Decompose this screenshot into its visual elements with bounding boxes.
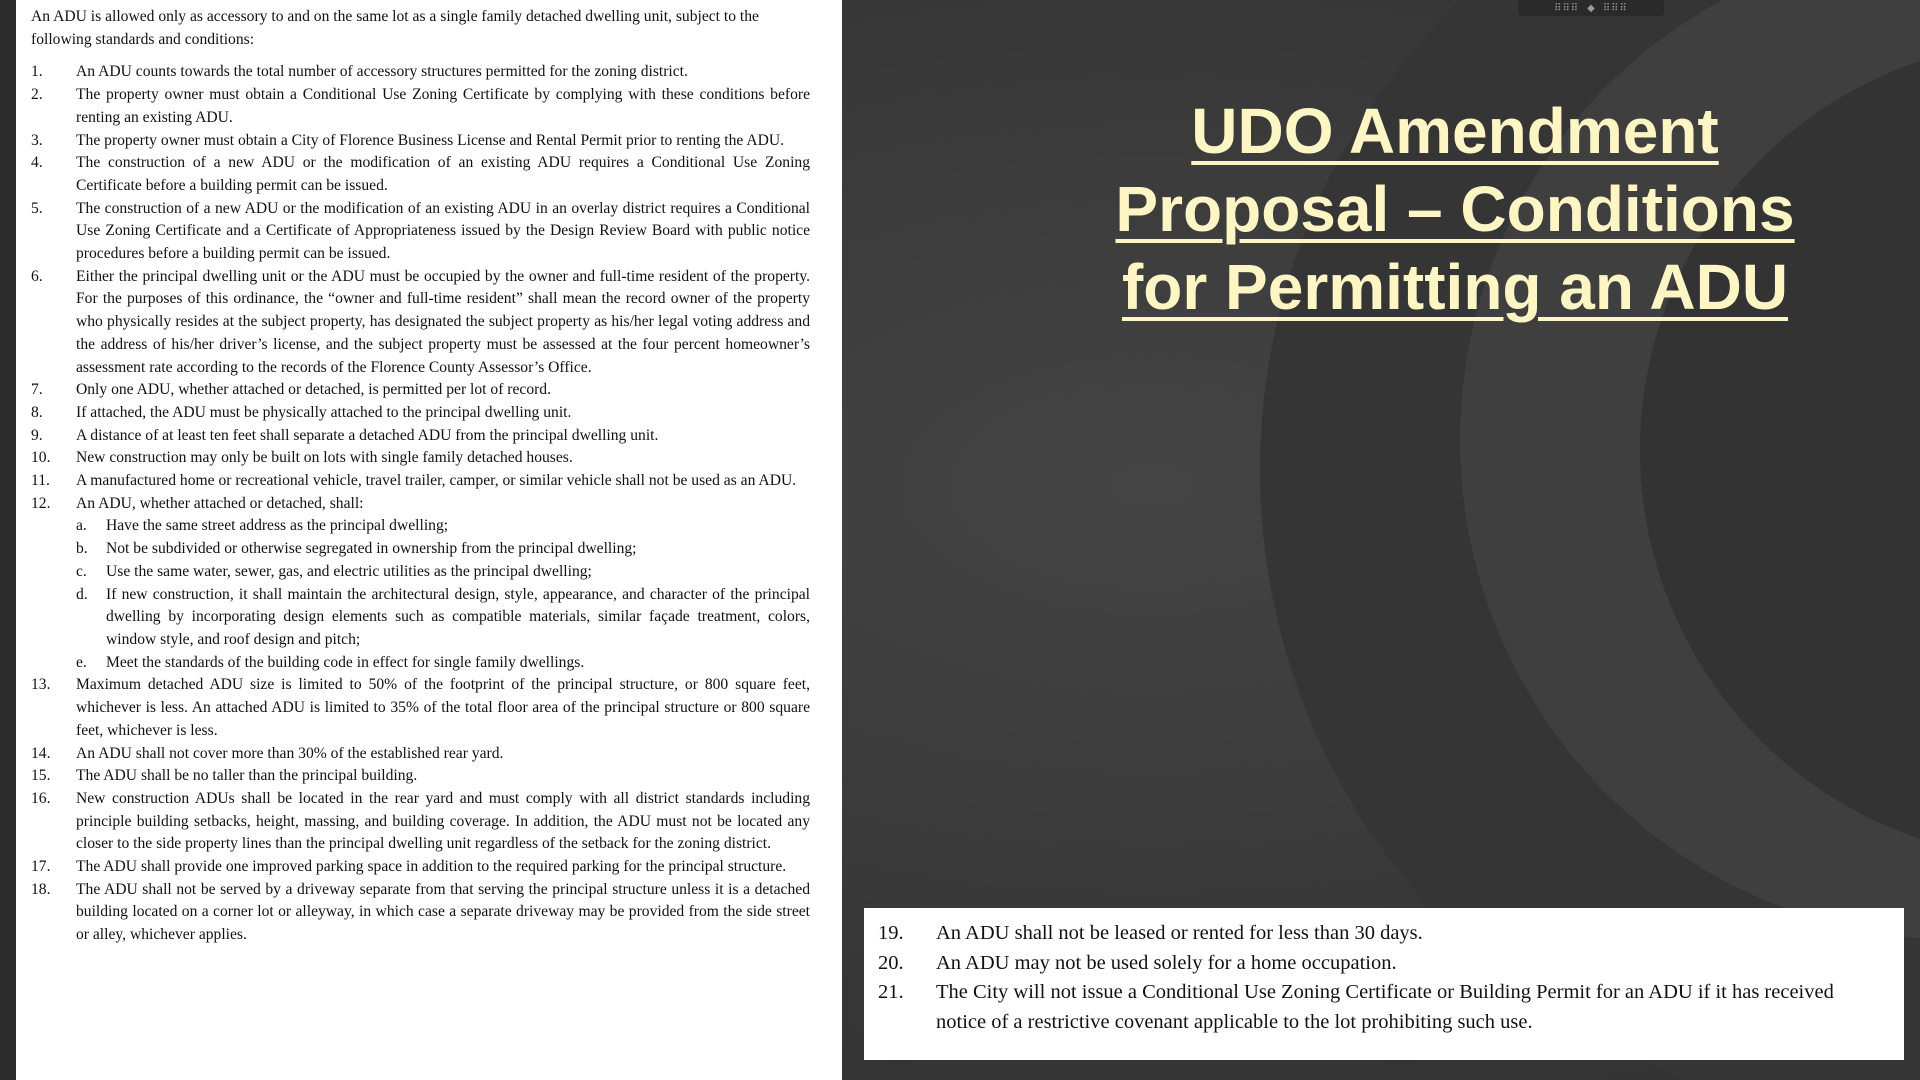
conditions-list bbox=[31, 61, 810, 946]
sub-conditions-list bbox=[76, 515, 810, 674]
list-item: 17. The ADU shall provide one improved parking space in addition to the required parking for the principal structure. bbox=[31, 858, 787, 876]
list-item: 3. The property owner must obtain a City of Florence Business License and Rental Permit prior to renting the ADU. bbox=[31, 131, 785, 149]
list-item: 7. Only one ADU, whether attached or detached, is permitted per lot of record. bbox=[31, 381, 552, 399]
conditions-document bbox=[16, 0, 842, 1080]
list-item: 12. An ADU, whether attached or detached, shall: a. Have the same street address as the principal dwelling; b. Not be subdivided or otherwise segregated in ownership from the principal dwelling; c. Use the same water, sewer, gas, and electric utilities as the principal dwelling; d. If new construction, it shall maintain the architectural design, style, appearance, and character of the principal dwelling by incorporating design elements such as compatible materials, similar façade treatment, colors, window style, and roof design and pitch; e. Meet the standards of the building code in effect for single family dwellings. bbox=[31, 493, 810, 675]
diamond-icon: ◆ bbox=[1587, 2, 1595, 14]
list-item: 13. Maximum detached ADU size is limited to 50% of the footprint of the principal structure, or 800 square feet, whichever is less. An attached ADU is limited to 35% of the total floor area of the principal structure or 800 square feet, whichever is less. bbox=[31, 676, 810, 739]
document-intro: An ADU is allowed only as accessory to and on the same lot as a single family detached dwelling unit, subject to the following standards and conditions: bbox=[31, 8, 759, 48]
list-item: 1. An ADU counts towards the total number of accessory structures permitted for the zoning district. bbox=[31, 63, 688, 81]
additional-conditions-box bbox=[864, 908, 1904, 1060]
sub-list-item: a. Have the same street address as the principal dwelling; bbox=[76, 517, 449, 535]
left-edge-strip bbox=[0, 0, 16, 1080]
additional-conditions-list bbox=[878, 919, 1884, 1037]
list-item: 18. The ADU shall not be served by a driveway separate from that serving the principal structure unless it is a detached building located on a corner lot or alleyway, in which case a separate driveway may be provided from the side street or alley, whichever applies. bbox=[31, 880, 810, 944]
list-item: 21. The City will not issue a Conditional Use Zoning Certificate or Building Permit for an ADU if it has received notice of a restrictive covenant applicable to the lot prohibiting such use. bbox=[878, 981, 1834, 1033]
list-item: 16. New construction ADUs shall be located in the rear yard and must comply with all district standards including principle building setbacks, height, massing, and building coverage. In addition, the ADU must not be located any closer to the side property lines than the principal dwelling unit regardless of the setback for the zoning district. bbox=[31, 789, 810, 853]
list-item: 10. New construction may only be built on lots with single family detached houses. bbox=[31, 449, 573, 467]
slide-title: UDO Amendment Proposal – Conditions for Permitting an ADU bbox=[1115, 95, 1795, 323]
list-item: 9. A distance of at least ten feet shall separate a detached ADU from the principal dwelling unit. bbox=[31, 426, 659, 444]
list-item: 2. The property owner must obtain a Conditional Use Zoning Certificate by complying with these conditions before renting an existing ADU. bbox=[31, 86, 810, 126]
sub-list-item: b. Not be subdivided or otherwise segregated in ownership from the principal dwelling; bbox=[76, 540, 637, 558]
list-item: 6. Either the principal dwelling unit or the ADU must be occupied by the owner and full-time resident of the property. For the purposes of this ordinance, the “owner and full-time resident” shall mean the record owner of the property who physically resides at the subject property, has designated the subject property as his/her legal voting address and the address of his/her driver’s license, and the subject property must be assessed at the four percent homeowner’s assessment rate according to the records of the Florence County Assessor’s Office. bbox=[31, 267, 810, 376]
slide-toolbar[interactable] bbox=[1518, 0, 1664, 16]
list-item: 8. If attached, the ADU must be physically attached to the principal dwelling unit. bbox=[31, 403, 572, 421]
list-item: 15. The ADU shall be no taller than the principal building. bbox=[31, 767, 418, 785]
grip-dots-icon: ⠿⠿⠿ bbox=[1602, 2, 1628, 14]
list-item: 11. A manufactured home or recreational vehicle, travel trailer, camper, or similar vehicle shall not be used as an ADU. bbox=[31, 472, 797, 490]
sub-list-item: d. If new construction, it shall maintain the architectural design, style, appearance, and character of the principal dwelling by incorporating design elements such as compatible materials, similar façade treatment, colors, window style, and roof design and pitch; bbox=[76, 585, 810, 648]
grip-dots-icon: ⠿⠿⠿ bbox=[1554, 2, 1580, 14]
list-item: 14. An ADU shall not cover more than 30% of the established rear yard. bbox=[31, 744, 504, 762]
list-item: 4. The construction of a new ADU or the modification of an existing ADU requires a Conditional Use Zoning Certificate before a building permit can be issued. bbox=[31, 154, 810, 194]
list-item: 19. An ADU shall not be leased or rented for less than 30 days. bbox=[878, 922, 1423, 944]
sub-list-item: e. Meet the standards of the building code in effect for single family dwellings. bbox=[76, 653, 585, 671]
list-item: 5. The construction of a new ADU or the modification of an existing ADU in an overlay district requires a Conditional Use Zoning Certificate and a Certificate of Appropriateness issued by the Design Review Board with public notice procedures before a building permit can be issued. bbox=[31, 199, 810, 263]
sub-list-item: c. Use the same water, sewer, gas, and electric utilities as the principal dwelling; bbox=[76, 562, 592, 580]
list-item: 20. An ADU may not be used solely for a home occupation. bbox=[878, 951, 1397, 974]
